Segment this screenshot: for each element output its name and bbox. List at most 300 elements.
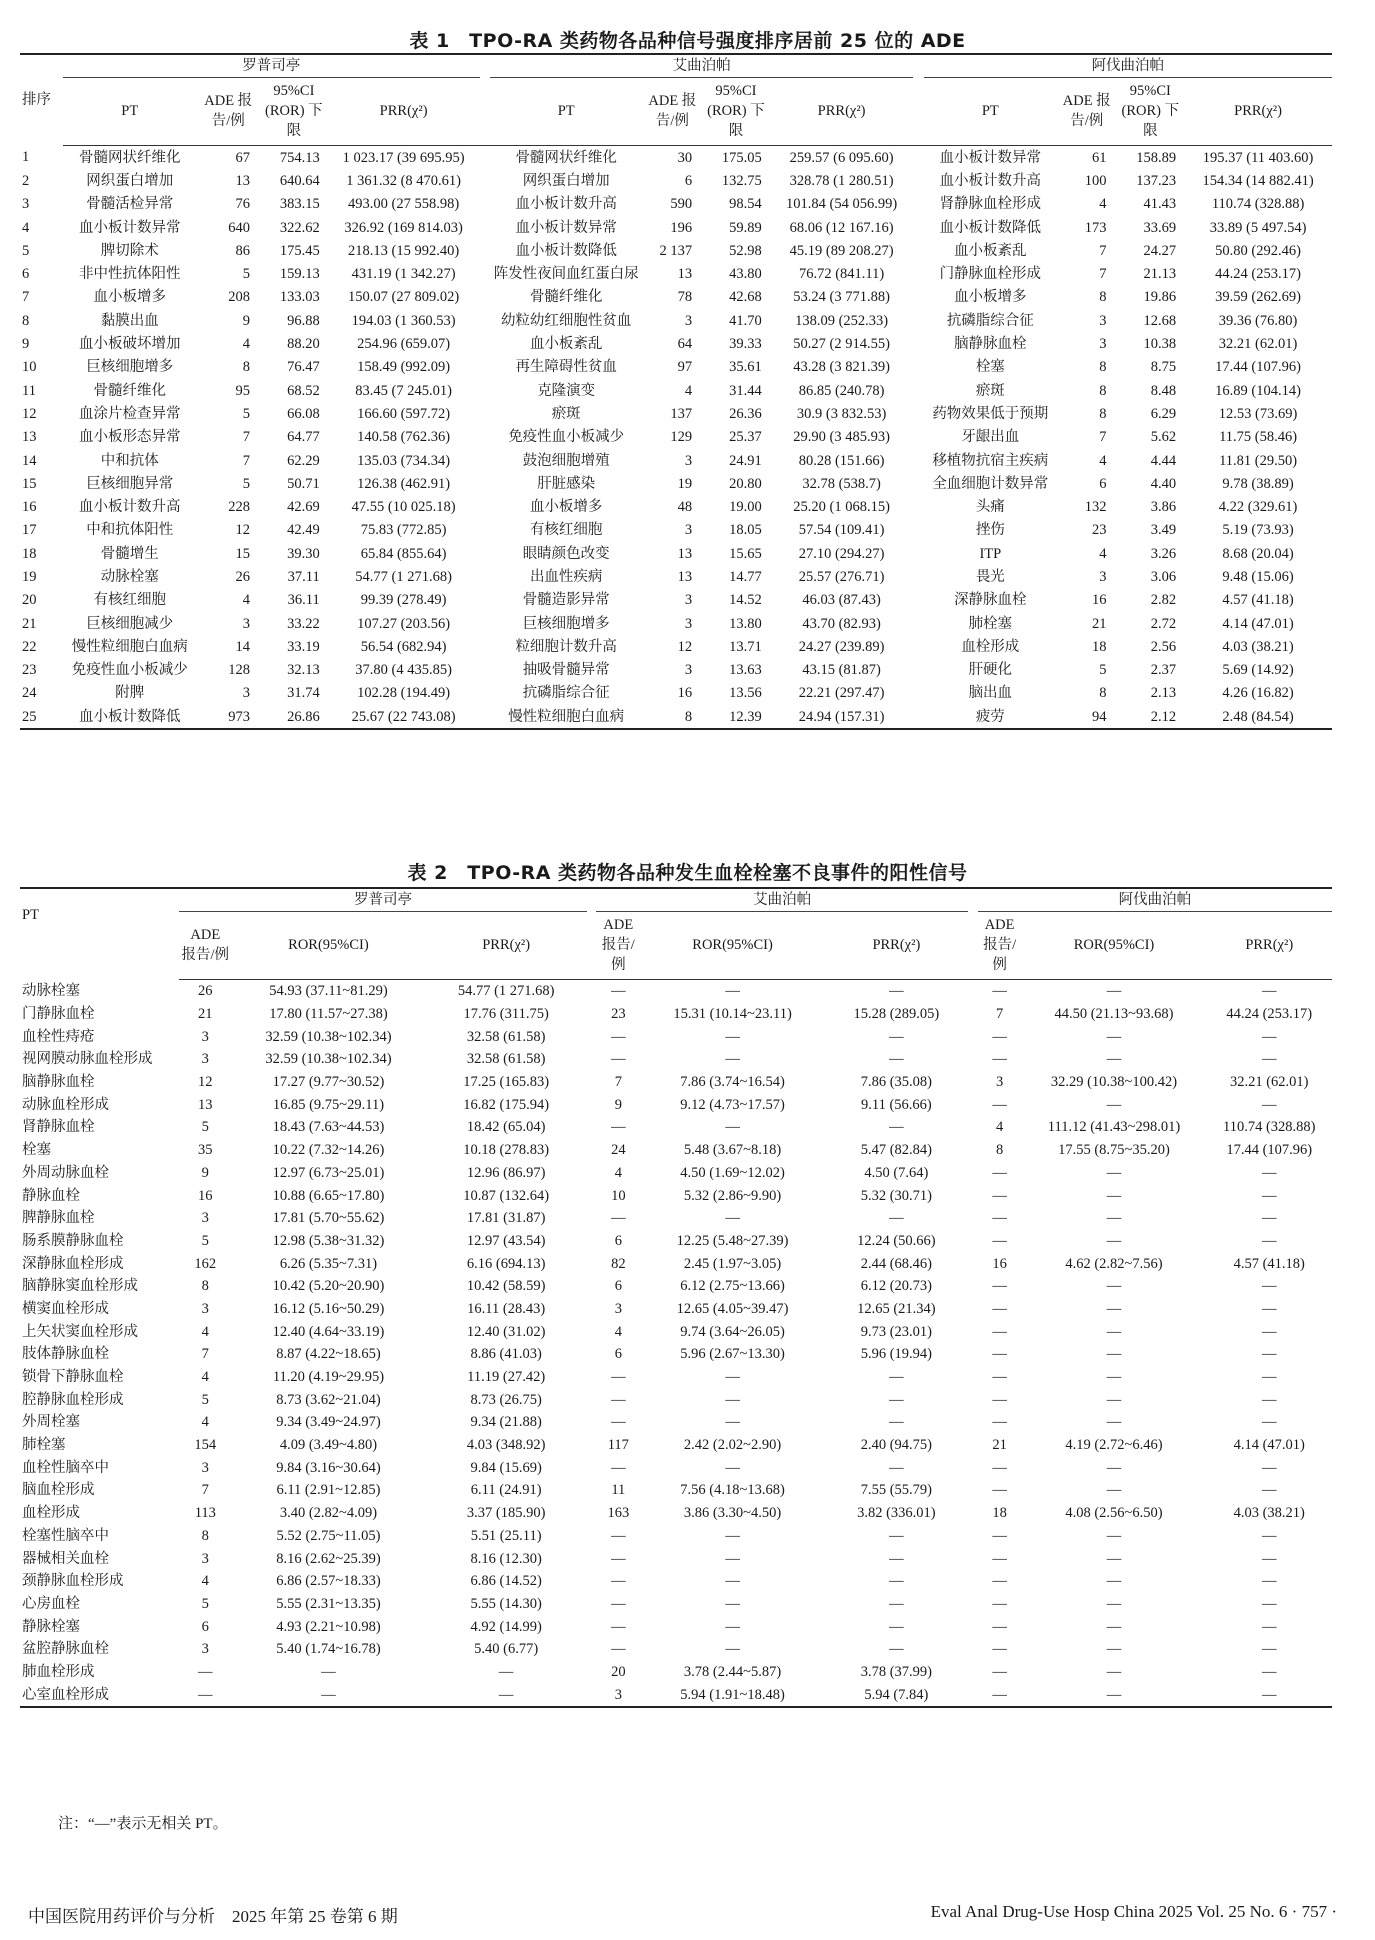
prr-chi2-cell: 9.73 (23.01)	[860, 1323, 933, 1340]
ade-count-cell: —	[992, 983, 1007, 1000]
prr-chi2-cell: 5.51 (25.11)	[470, 1527, 542, 1544]
ade-count-cell: 21	[992, 1437, 1007, 1454]
ade-count-cell: 3	[684, 592, 693, 609]
prr-chi2-cell: 39.36 (76.80)	[1218, 312, 1298, 329]
header-ade-count: ADE 报告/例	[179, 912, 231, 980]
ade-count-cell: 3	[684, 452, 693, 469]
prr-chi2-cell: 150.07 (27 809.02)	[348, 289, 460, 306]
ror-95ci-cell: —	[1106, 1096, 1122, 1113]
column-gap	[968, 1048, 978, 1071]
prr-chi2-cell: 5.55 (14.30)	[470, 1595, 542, 1612]
column-gap	[480, 332, 490, 355]
rank-cell: 23	[22, 662, 37, 679]
ror-95ci-cell: 5.32 (2.86~9.90)	[683, 1187, 782, 1204]
column-gap	[913, 309, 923, 332]
ror-95ci-cell: —	[1106, 1414, 1122, 1431]
prr-chi2-cell: —	[1261, 1187, 1277, 1204]
ade-count-cell: 129	[670, 429, 693, 446]
ror-ci-lower-cell: 88.20	[287, 336, 320, 353]
prr-chi2-cell: 45.19 (89 208.27)	[789, 242, 894, 259]
pt-cell: 克隆演变	[537, 382, 596, 399]
table-row	[20, 1003, 1332, 1026]
pt-cell: 血栓性痔疮	[22, 1028, 95, 1045]
ade-count-cell: 7	[201, 1482, 209, 1499]
prr-chi2-cell: 25.67 (22 743.08)	[328, 705, 480, 729]
ade-count-cell: 163	[607, 1505, 630, 1522]
pt-cell: 巨核细胞减少	[86, 615, 174, 632]
pt-cell: 脑静脉窦血栓形成	[22, 1278, 138, 1295]
column-gap	[968, 1207, 978, 1230]
ror-95ci-cell: —	[725, 1210, 740, 1227]
pt-cell: 脑出血	[968, 685, 1013, 702]
prr-chi2-cell: —	[1261, 1527, 1277, 1544]
pt-cell: 瘀斑	[975, 382, 1005, 399]
column-gap	[913, 635, 923, 658]
table-row	[20, 356, 1332, 379]
ade-count-cell: 4	[201, 1369, 209, 1386]
ade-count-cell: 4	[1099, 196, 1107, 213]
header-ade-count: ADE 报告/例	[978, 912, 1022, 980]
pt-cell: 血小板紊乱	[529, 336, 603, 353]
pt-cell: 眼睛颜色改变	[522, 545, 610, 562]
ade-count-cell: 9	[201, 1164, 209, 1181]
ade-count-cell: 3	[684, 312, 693, 329]
pt-cell: 血栓形成	[961, 638, 1020, 655]
ade-count-cell: 3	[684, 615, 693, 632]
prr-chi2-cell: 12.96 (86.97)	[466, 1164, 546, 1181]
rank-cell: 10	[22, 359, 37, 376]
column-gap	[480, 565, 490, 588]
ade-count-cell: —	[611, 1595, 626, 1612]
prr-chi2-cell: —	[1261, 1278, 1277, 1295]
ade-count-cell: —	[992, 1459, 1007, 1476]
prr-chi2-cell: 431.19 (1 342.27)	[351, 266, 456, 283]
prr-chi2-cell: 6.86 (14.52)	[470, 1573, 542, 1590]
column-gap	[587, 1479, 597, 1502]
prr-chi2-cell: 326.92 (169 814.03)	[344, 219, 463, 236]
prr-chi2-cell: 80.28 (151.66)	[798, 452, 885, 469]
pt-cell: 血小板计数降低	[515, 242, 617, 259]
table-row	[20, 659, 1332, 682]
ror-ci-lower-cell: 322.62	[279, 219, 320, 236]
prr-chi2-cell: 5.94 (7.84)	[825, 1683, 968, 1707]
ror-ci-lower-cell: 26.36	[729, 405, 762, 422]
column-gap	[913, 402, 923, 425]
column-gap	[587, 1320, 597, 1343]
ror-95ci-cell: —	[725, 1414, 740, 1431]
prr-chi2-cell: 110.74 (328.88)	[1222, 1119, 1316, 1136]
column-gap	[587, 1570, 597, 1593]
ade-count-cell: 30	[677, 149, 693, 166]
ror-95ci-cell: —	[1106, 1028, 1122, 1045]
prr-chi2-cell: 43.70 (82.93)	[802, 615, 881, 632]
table-row	[20, 426, 1332, 449]
pt-cell: 心室血栓形成	[20, 1683, 179, 1707]
pt-cell: 幼粒幼红细胞性贫血	[500, 312, 632, 329]
column-gap	[587, 1547, 597, 1570]
pt-cell: 畏光	[975, 568, 1005, 585]
prr-chi2-cell: —	[426, 1683, 587, 1707]
prr-chi2-cell: 9.84 (15.69)	[470, 1459, 542, 1476]
ade-count-cell: 5	[201, 1119, 209, 1136]
prr-chi2-cell: 65.84 (855.64)	[360, 545, 447, 562]
ror-ci-lower-cell: 42.68	[729, 289, 762, 306]
column-gap	[968, 1162, 978, 1185]
table2-note: 注：“—”表示无相关 PT。	[58, 1816, 228, 1832]
rank-cell: 11	[22, 382, 36, 399]
ror-95ci-cell: —	[1106, 1164, 1122, 1181]
column-gap	[587, 1615, 597, 1638]
ror-95ci-cell: —	[725, 1618, 740, 1635]
prr-chi2-cell: 259.57 (6 095.60)	[789, 149, 894, 166]
ror-95ci-cell: 12.40 (4.64~33.19)	[272, 1323, 385, 1340]
ror-95ci-cell: 5.40 (1.74~16.78)	[276, 1641, 381, 1658]
ade-count-cell: —	[992, 1527, 1007, 1544]
column-gap	[913, 426, 923, 449]
table-row	[20, 1434, 1332, 1457]
column-gap	[968, 1230, 978, 1253]
ade-count-cell: 128	[228, 662, 251, 679]
column-gap	[587, 1525, 597, 1548]
prr-chi2-cell: —	[1261, 1369, 1277, 1386]
column-gap	[587, 1411, 597, 1434]
table-row	[20, 1116, 1332, 1139]
ade-count-cell: 35	[198, 1142, 213, 1159]
prr-chi2-cell: —	[1261, 1459, 1277, 1476]
ade-count-cell: 13	[235, 172, 251, 189]
rank-cell: 24	[22, 685, 37, 702]
ade-count-cell: 3	[614, 1300, 622, 1317]
column-gap	[913, 356, 923, 379]
ror-ci-lower-cell: 175.45	[279, 242, 320, 259]
pt-cell: 肾静脉血栓	[22, 1119, 95, 1136]
ade-count-cell: 12	[235, 522, 251, 539]
ror-ci-lower-cell: 31.44	[729, 382, 762, 399]
pt-cell: 巨核细胞异常	[86, 475, 174, 492]
ror-95ci-cell: 9.84 (3.16~30.64)	[276, 1459, 381, 1476]
ade-count-cell: 24	[611, 1142, 626, 1159]
ade-count-cell: —	[611, 1051, 626, 1068]
ror-95ci-cell: —	[1106, 1595, 1122, 1612]
pt-cell: 抗磷脂综合征	[946, 312, 1034, 329]
column-gap	[968, 1025, 978, 1048]
pt-cell: ITP	[979, 545, 1002, 562]
ade-count-cell: 6	[614, 1278, 622, 1295]
ror-ci-lower-cell: 13.80	[729, 615, 762, 632]
column-gap	[480, 612, 490, 635]
pt-cell: 巨核细胞增多	[86, 359, 174, 376]
ror-95ci-cell: —	[1106, 1232, 1122, 1249]
prr-chi2-cell: —	[889, 1028, 904, 1045]
ror-95ci-cell: —	[1106, 983, 1122, 1000]
ade-count-cell: 95	[235, 382, 251, 399]
ror-95ci-cell: —	[321, 1663, 336, 1680]
table-row	[20, 1547, 1332, 1570]
ror-95ci-cell: —	[1106, 1663, 1122, 1680]
column-gap	[587, 1071, 597, 1094]
ror-ci-lower-cell: 2.12	[1116, 705, 1184, 729]
ror-95ci-cell: 3.78 (2.44~5.87)	[683, 1663, 782, 1680]
prr-chi2-cell: —	[889, 1618, 904, 1635]
column-gap	[913, 565, 923, 588]
prr-chi2-cell: 2.44 (68.46)	[860, 1255, 933, 1272]
pt-cell: 脾切除术	[100, 242, 159, 259]
ade-count-cell: 18	[1091, 638, 1107, 655]
column-gap	[968, 1638, 978, 1661]
header-ror-ci-lower: 95%CI (ROR) 下限	[702, 78, 770, 146]
ade-count-cell: 8	[1099, 382, 1107, 399]
pt-cell: 血小板增多	[93, 289, 166, 306]
ror-95ci-cell: 6.11 (2.91~12.85)	[276, 1482, 381, 1499]
pt-cell: 出血性疾病	[529, 568, 603, 585]
ade-count-cell: —	[992, 1663, 1007, 1680]
column-gap	[587, 1162, 597, 1185]
table-row	[20, 379, 1332, 402]
ror-95ci-cell: —	[725, 1595, 740, 1612]
pt-cell: 视网膜动脉血栓形成	[22, 1051, 153, 1068]
prr-chi2-cell: 32.58 (61.58)	[466, 1051, 546, 1068]
table-row	[20, 495, 1332, 518]
prr-chi2-cell: 126.38 (462.91)	[357, 475, 451, 492]
ade-count-cell: 19	[677, 475, 693, 492]
ror-ci-lower-cell: 25.37	[729, 429, 762, 446]
prr-chi2-cell: 75.83 (772.85)	[360, 522, 447, 539]
ror-95ci-cell: —	[1106, 1278, 1122, 1295]
ror-ci-lower-cell: 5.62	[1150, 429, 1177, 446]
table-row	[20, 1411, 1332, 1434]
pt-cell: 头痛	[975, 499, 1005, 516]
group-header-eltrombopag: 艾曲泊帕	[490, 54, 914, 78]
header-prr-chi2: PRR(χ²)	[825, 912, 968, 980]
prr-chi2-cell: —	[889, 1641, 904, 1658]
prr-chi2-cell: 4.26 (16.82)	[1222, 685, 1294, 702]
prr-chi2-cell: 4.57 (41.18)	[1233, 1255, 1305, 1272]
pt-cell: 有核红细胞	[93, 592, 166, 609]
ade-count-cell: 154	[194, 1437, 217, 1454]
column-gap	[480, 286, 490, 309]
column-gap	[913, 286, 923, 309]
column-gap	[968, 1003, 978, 1026]
ror-ci-lower-cell: 3.06	[1150, 568, 1177, 585]
pt-cell: 药物效果低于预期	[932, 405, 1049, 422]
column-gap	[913, 612, 923, 635]
pt-cell: 横窦血栓形成	[22, 1300, 109, 1317]
prr-chi2-cell: 17.25 (165.83)	[463, 1074, 550, 1091]
column-gap	[587, 1593, 597, 1616]
prr-chi2-cell: —	[1206, 1683, 1332, 1707]
prr-chi2-cell: 6.12 (20.73)	[860, 1278, 933, 1295]
prr-chi2-cell: —	[1261, 1300, 1277, 1317]
ror-ci-lower-cell: 8.48	[1150, 382, 1177, 399]
ror-ci-lower-cell: 33.19	[287, 638, 320, 655]
pt-cell: 再生障碍性贫血	[515, 359, 617, 376]
ror-95ci-cell: 5.96 (2.67~13.30)	[680, 1346, 785, 1363]
pt-cell: 免疫性血小板减少	[508, 429, 625, 446]
rank-cell: 18	[22, 545, 37, 562]
prr-chi2-cell: 33.89 (5 497.54)	[1209, 219, 1307, 236]
table-row	[20, 519, 1332, 542]
ade-count-cell: 4	[1099, 545, 1107, 562]
ade-count-cell: —	[611, 1550, 626, 1567]
prr-chi2-cell: —	[1261, 983, 1277, 1000]
column-gap	[587, 1184, 597, 1207]
ror-ci-lower-cell: 2.13	[1150, 685, 1177, 702]
ror-ci-lower-cell: 754.13	[279, 149, 320, 166]
prr-chi2-cell: 12.97 (43.54)	[466, 1232, 546, 1249]
column-gap	[587, 1638, 597, 1661]
ade-count-cell: —	[992, 1573, 1007, 1590]
column-gap	[480, 426, 490, 449]
ror-95ci-cell: 5.52 (2.75~11.05)	[276, 1527, 381, 1544]
prr-chi2-cell: 3.78 (37.99)	[860, 1663, 933, 1680]
prr-chi2-cell: 24.27 (239.89)	[798, 638, 885, 655]
ade-count-cell: —	[992, 1232, 1007, 1249]
pt-cell: 栓塞	[975, 359, 1005, 376]
ade-count-cell: 64	[677, 336, 693, 353]
column-gap	[968, 1139, 978, 1162]
table-row	[20, 146, 1332, 170]
ror-95ci-cell: 12.97 (6.73~25.01)	[272, 1164, 385, 1181]
ade-count-cell: 4	[242, 592, 251, 609]
ror-ci-lower-cell: 13.71	[729, 638, 762, 655]
ror-ci-lower-cell: 20.80	[729, 475, 762, 492]
rank-cell: 9	[22, 336, 30, 353]
pt-cell: 肠系膜静脉血栓	[22, 1232, 124, 1249]
column-gap	[968, 1547, 978, 1570]
column-gap	[587, 1298, 597, 1321]
column-gap	[968, 1298, 978, 1321]
prr-chi2-cell: —	[1261, 1346, 1277, 1363]
prr-chi2-cell: 194.03 (1 360.53)	[351, 312, 456, 329]
ade-count-cell: 8	[201, 1527, 209, 1544]
prr-chi2-cell: 4.14 (47.01)	[1233, 1437, 1305, 1454]
column-gap	[913, 472, 923, 495]
ade-count-cell: 132	[1084, 499, 1107, 516]
table-row	[20, 980, 1332, 1003]
prr-chi2-cell: 6.16 (694.13)	[466, 1255, 546, 1272]
prr-chi2-cell: 44.24 (253.17)	[1215, 266, 1301, 283]
column-gap	[480, 449, 490, 472]
prr-chi2-cell: —	[1261, 1028, 1277, 1045]
pt-cell: 网织蛋白增加	[86, 172, 174, 189]
table-row	[20, 1071, 1332, 1094]
ror-95ci-cell: 111.12 (41.43~298.01)	[1047, 1119, 1181, 1136]
prr-chi2-cell: 16.89 (104.14)	[1215, 382, 1301, 399]
prr-chi2-cell: 4.14 (47.01)	[1222, 615, 1294, 632]
pt-cell: 门静脉血栓	[22, 1006, 95, 1023]
ade-count-cell: 20	[611, 1663, 626, 1680]
ror-ci-lower-cell: 4.40	[1150, 475, 1177, 492]
ade-count-cell: —	[992, 1096, 1007, 1113]
table-row	[20, 1298, 1332, 1321]
ror-95ci-cell: —	[1106, 1527, 1122, 1544]
prr-chi2-cell: —	[1261, 1164, 1277, 1181]
prr-chi2-cell: 138.09 (252.33)	[795, 312, 889, 329]
ror-ci-lower-cell: 19.00	[729, 499, 762, 516]
ror-ci-lower-cell: 36.11	[287, 592, 320, 609]
ror-95ci-cell: 9.34 (3.49~24.97)	[276, 1414, 381, 1431]
ror-95ci-cell: 9.74 (3.64~26.05)	[680, 1323, 785, 1340]
ade-count-cell: 640	[228, 219, 251, 236]
ror-ci-lower-cell: 2.72	[1150, 615, 1177, 632]
pt-cell: 深静脉血栓	[954, 592, 1027, 609]
ade-count-cell: 5	[201, 1595, 209, 1612]
column-gap	[587, 1230, 597, 1253]
prr-chi2-cell: 5.40 (6.77)	[474, 1641, 539, 1658]
prr-chi2-cell: 9.48 (15.06)	[1222, 568, 1294, 585]
column-gap	[968, 912, 978, 980]
prr-chi2-cell: 2.40 (94.75)	[860, 1437, 933, 1454]
column-gap	[587, 1683, 597, 1707]
ror-95ci-cell: —	[725, 1573, 740, 1590]
column-gap	[587, 1502, 597, 1525]
ade-count-cell: 113	[194, 1505, 216, 1522]
column-gap	[968, 1411, 978, 1434]
ror-95ci-cell: —	[1106, 1346, 1122, 1363]
ror-95ci-cell: 3.40 (2.82~4.09)	[279, 1505, 378, 1522]
ror-95ci-cell: —	[1106, 1618, 1122, 1635]
rank-cell: 17	[22, 522, 37, 539]
ade-count-cell: 7	[201, 1346, 209, 1363]
ror-ci-lower-cell: 12.39	[702, 705, 770, 729]
rank-cell: 22	[22, 638, 37, 655]
ror-ci-lower-cell: 24.91	[729, 452, 762, 469]
prr-chi2-cell: 17.44 (107.96)	[1215, 359, 1301, 376]
ade-count-cell: 7	[242, 452, 251, 469]
column-gap	[587, 1139, 597, 1162]
table-row	[20, 1093, 1332, 1116]
ade-count-cell: —	[992, 1210, 1007, 1227]
ror-95ci-cell: 6.12 (2.75~13.66)	[680, 1278, 785, 1295]
table2-title: 表 2 TPO-RA 类药物各品种发生血栓栓塞不良事件的阳性信号	[407, 862, 968, 884]
ade-count-cell: —	[992, 1187, 1007, 1204]
pt-cell: 抗磷脂综合征	[522, 685, 610, 702]
pt-cell: 血涂片检查异常	[79, 405, 181, 422]
pt-cell: 栓塞性脑卒中	[22, 1527, 109, 1544]
prr-chi2-cell: —	[889, 1210, 904, 1227]
prr-chi2-cell: 11.75 (58.46)	[1219, 429, 1298, 446]
ror-ci-lower-cell: 6.29	[1150, 405, 1177, 422]
ror-95ci-cell: 8.16 (2.62~25.39)	[276, 1550, 381, 1567]
ade-count-cell: 173	[1084, 219, 1107, 236]
ade-count-cell: —	[992, 1164, 1007, 1181]
ror-95ci-cell: 4.09 (3.49~4.80)	[279, 1437, 378, 1454]
column-gap	[968, 1479, 978, 1502]
column-gap	[968, 1434, 978, 1457]
ade-count-cell: 7	[1099, 266, 1107, 283]
pt-cell: 栓塞	[22, 1142, 51, 1159]
pt-cell: 骨髓造影异常	[522, 592, 610, 609]
column-gap	[913, 519, 923, 542]
pt-cell: 瘀斑	[551, 405, 581, 422]
ror-ci-lower-cell: 4.44	[1150, 452, 1177, 469]
ror-95ci-cell: 54.93 (37.11~81.29)	[269, 983, 388, 1000]
pt-cell: 有核红细胞	[529, 522, 603, 539]
ade-count-cell: 26	[198, 983, 213, 1000]
ror-95ci-cell: 3.86 (3.30~4.50)	[683, 1505, 782, 1522]
ror-95ci-cell: 17.55 (8.75~35.20)	[1058, 1142, 1170, 1159]
column-gap	[480, 542, 490, 565]
prr-chi2-cell: 27.10 (294.27)	[798, 545, 885, 562]
rank-cell: 16	[22, 499, 37, 516]
prr-chi2-cell: 12.65 (21.34)	[857, 1300, 936, 1317]
pt-cell: 中和抗体	[100, 452, 159, 469]
prr-chi2-cell: 12.53 (73.69)	[1218, 405, 1298, 422]
ade-count-cell: —	[992, 1346, 1007, 1363]
prr-chi2-cell: 9.11 (56.66)	[861, 1096, 932, 1113]
ror-ci-lower-cell: 8.75	[1150, 359, 1177, 376]
ade-count-cell: —	[992, 1618, 1007, 1635]
